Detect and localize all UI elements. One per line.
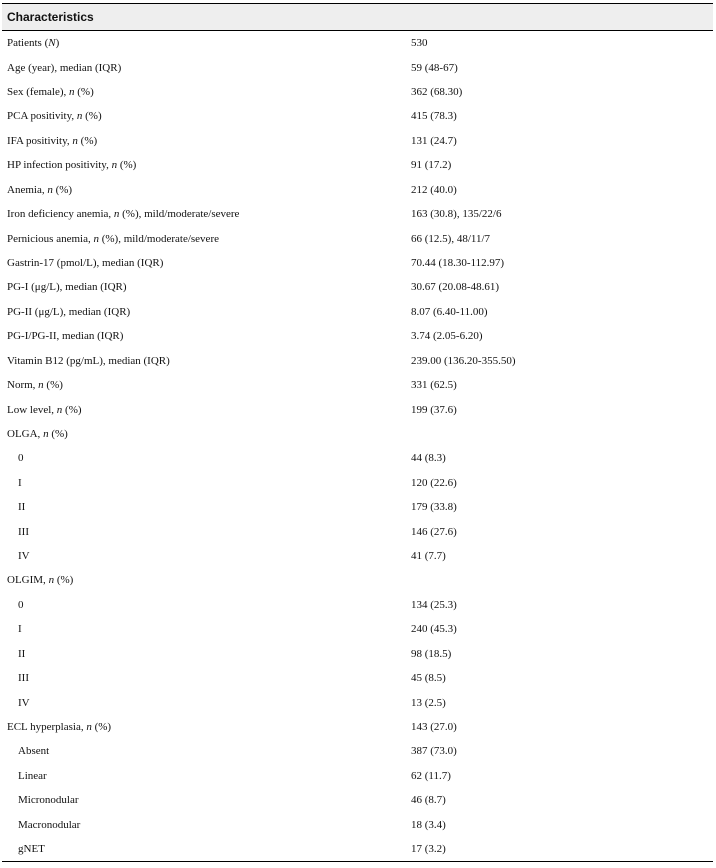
table-row <box>2 642 713 666</box>
row-value: 18 (3.4) <box>411 818 446 831</box>
table-row <box>2 129 713 153</box>
row-label-italic: n <box>86 721 92 734</box>
row-label <box>2 642 407 666</box>
row-label-text: I <box>18 476 22 489</box>
row-label-text: Micronodular <box>18 794 79 807</box>
row-value: 30.67 (20.08-48.61) <box>411 281 499 294</box>
row-label <box>2 80 407 104</box>
row-label <box>2 666 407 690</box>
row-label-text: Pernicious anemia, <box>7 232 94 245</box>
table-row <box>2 373 713 397</box>
table-row <box>2 422 713 446</box>
row-label-suffix: (%) <box>74 86 94 99</box>
table-row <box>2 251 713 275</box>
row-label-text: Low level, <box>7 403 57 416</box>
table-row <box>2 324 713 348</box>
row-value: 212 (40.0) <box>411 183 457 196</box>
row-label <box>2 397 407 421</box>
row-value: 143 (27.0) <box>411 721 457 734</box>
row-value: 45 (8.5) <box>411 672 446 685</box>
row-label-suffix: (%) <box>82 110 102 123</box>
row-value: 59 (48-67) <box>411 61 458 74</box>
row-label-italic: n <box>111 159 118 172</box>
row-label-text: IV <box>18 550 30 563</box>
row-label-text: PG-I/PG-II, median (IQR) <box>7 330 124 343</box>
row-label <box>2 178 407 202</box>
row-value: 415 (78.3) <box>411 110 457 123</box>
row-value <box>407 422 713 446</box>
row-label <box>2 300 407 324</box>
row-value <box>407 568 713 592</box>
row-label <box>2 55 407 79</box>
row-value: 17 (3.2) <box>407 837 713 862</box>
table-row <box>2 788 713 812</box>
row-label-text: 0 <box>18 598 24 611</box>
row-label-text: III <box>18 525 29 538</box>
row-label <box>2 544 407 568</box>
row-label <box>2 837 407 862</box>
table-row <box>2 226 713 250</box>
row-value: 146 (27.6) <box>411 525 457 538</box>
row-value: 13 (2.5) <box>411 696 446 709</box>
row-value: 179 (33.8) <box>411 501 457 514</box>
row-value: 66 (12.5), 48/11/7 <box>411 232 491 245</box>
row-label-text: Macronodular <box>18 818 81 831</box>
table-row <box>2 202 713 226</box>
row-label-italic: n <box>56 403 63 416</box>
row-value: 44 (8.3) <box>411 452 446 465</box>
row-label-italic: n <box>48 574 55 587</box>
row-label-text: II <box>18 501 26 514</box>
table-row <box>2 739 713 763</box>
row-label <box>2 129 407 153</box>
table-header <box>2 4 713 31</box>
row-label <box>2 226 407 250</box>
row-label-suffix: (%) <box>43 379 63 392</box>
table-body <box>2 31 713 862</box>
row-label-text: Gastrin-17 (pmol/L), median (IQR) <box>7 257 164 269</box>
characteristics-table <box>2 3 713 862</box>
row-label-suffix: (%) <box>77 134 98 147</box>
row-label-italic: n <box>47 183 53 196</box>
row-label-italic: n <box>72 134 78 147</box>
table-row <box>2 495 713 519</box>
row-value: 3.74 (2.05-6.20) <box>411 330 483 343</box>
row-label-text: OLGA, <box>7 427 44 440</box>
row-value: 163 (30.8), 135/22/6 <box>411 208 502 221</box>
table-row <box>2 617 713 641</box>
row-label <box>2 422 407 446</box>
header-characteristics: Characteristics <box>2 4 713 31</box>
row-label-italic: n <box>113 208 120 221</box>
table-row <box>2 178 713 202</box>
row-label-italic: n <box>38 379 44 392</box>
row-label-text: 0 <box>18 452 24 465</box>
row-label <box>2 764 407 788</box>
row-label <box>2 153 407 177</box>
table-row <box>2 348 713 372</box>
row-value: 62 (11.7) <box>411 769 451 782</box>
row-label-suffix: (%), mild/moderate/severe <box>98 232 219 245</box>
table-row <box>2 446 713 470</box>
row-label <box>2 202 407 226</box>
row-label-suffix: (%) <box>52 183 73 196</box>
row-label-suffix: (%) <box>54 574 74 587</box>
table-row <box>2 568 713 592</box>
row-value: 387 (73.0) <box>411 745 457 758</box>
row-value: 199 (37.6) <box>411 403 457 416</box>
table-row <box>2 80 713 104</box>
row-label-text: PG-I (μg/L), median (IQR) <box>7 281 127 294</box>
row-label-text: II <box>18 647 26 660</box>
row-value: 239.00 (136.20-355.50) <box>411 354 516 367</box>
row-value: 120 (22.6) <box>411 476 457 489</box>
row-label-text: Iron deficiency anemia, <box>7 208 114 221</box>
table-row <box>2 471 713 495</box>
row-label-text: Sex (female), <box>7 86 69 99</box>
table-row <box>2 690 713 714</box>
row-value: 362 (68.30) <box>411 86 463 99</box>
row-label <box>2 104 407 128</box>
table-row <box>2 593 713 617</box>
row-label-text: Anemia, <box>7 183 48 196</box>
row-label <box>2 495 407 519</box>
row-label <box>2 617 407 641</box>
table-row <box>2 813 713 837</box>
row-label <box>2 471 407 495</box>
row-label <box>2 324 407 348</box>
row-label <box>2 788 407 812</box>
characteristics-table-container <box>2 3 713 862</box>
row-value: 530 <box>411 37 428 50</box>
row-label <box>2 31 407 56</box>
table-row <box>2 55 713 79</box>
row-value: 8.07 (6.40-11.00) <box>411 305 488 318</box>
row-label <box>2 593 407 617</box>
row-label <box>2 568 407 592</box>
row-label-text: PG-II (μg/L), median (IQR) <box>7 305 131 318</box>
table-row <box>2 397 713 421</box>
row-label-text: OLGIM, <box>7 574 49 587</box>
row-label-text: Patients ( <box>7 37 49 50</box>
row-label <box>2 690 407 714</box>
table-row <box>2 31 713 56</box>
row-label <box>2 813 407 837</box>
row-label-suffix: (%), mild/moderate/severe <box>119 208 240 221</box>
row-label-suffix: (%) <box>48 427 68 440</box>
row-label-suffix: ) <box>55 37 60 50</box>
row-label <box>2 348 407 372</box>
row-label-suffix: (%) <box>62 403 82 416</box>
row-label-text: IFA positivity, <box>7 134 73 147</box>
row-label <box>2 251 407 275</box>
row-label-text: I <box>18 623 22 636</box>
row-label <box>2 275 407 299</box>
row-value: 134 (25.3) <box>411 598 457 611</box>
row-label-text: Linear <box>18 769 47 782</box>
table-row <box>2 153 713 177</box>
row-label-text: Absent <box>18 745 50 758</box>
table-row <box>2 275 713 299</box>
row-value: 70.44 (18.30-112.97) <box>411 257 505 269</box>
table-row <box>2 544 713 568</box>
row-label-text: Norm, <box>7 379 39 392</box>
row-label-text: gNET <box>18 843 45 856</box>
row-label-suffix: (%) <box>117 159 137 172</box>
row-value: 98 (18.5) <box>411 647 452 660</box>
row-label <box>2 446 407 470</box>
table-row <box>2 764 713 788</box>
table-row <box>2 300 713 324</box>
row-label-italic: N <box>48 37 56 50</box>
row-label-text: ECL hyperplasia, <box>7 721 87 734</box>
row-label <box>2 519 407 543</box>
row-label <box>2 715 407 739</box>
table-row <box>2 837 713 862</box>
row-label-italic: n <box>43 427 49 440</box>
row-label-italic: n <box>93 232 99 245</box>
row-value: 46 (8.7) <box>411 794 446 807</box>
row-label-text: PCA positivity, <box>7 110 77 123</box>
row-value: 131 (24.7) <box>411 134 457 147</box>
row-label <box>2 373 407 397</box>
row-value: 91 (17.2) <box>411 159 452 172</box>
row-label-italic: n <box>76 110 83 123</box>
row-value: 41 (7.7) <box>411 550 446 563</box>
row-label-suffix: (%) <box>91 721 112 734</box>
row-label-text: Vitamin B12 (pg/mL), median (IQR) <box>7 354 170 367</box>
table-row <box>2 104 713 128</box>
row-label-italic: n <box>69 86 75 99</box>
table-row <box>2 715 713 739</box>
row-value: 331 (62.5) <box>411 379 457 392</box>
table-row <box>2 666 713 690</box>
row-label-text: HP infection positivity, <box>7 159 112 172</box>
header-row <box>2 4 713 31</box>
row-value: 240 (45.3) <box>411 623 457 636</box>
table-row <box>2 519 713 543</box>
row-label-text: IV <box>18 696 30 709</box>
row-label-text: Age (year), median (IQR) <box>7 61 122 74</box>
row-label-text: III <box>18 672 29 685</box>
row-label <box>2 739 407 763</box>
